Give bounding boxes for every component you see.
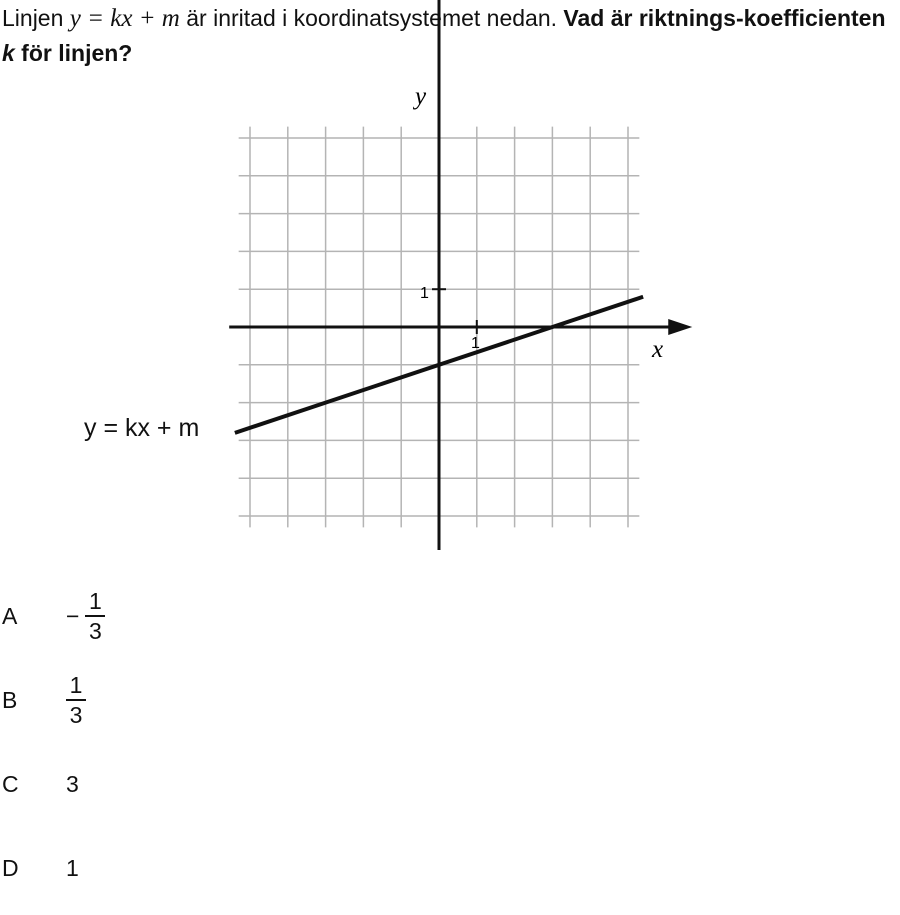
question-middle: är inritad i koordinatsystemet nedan.: [179, 5, 564, 31]
option-b[interactable]: [0, 672, 300, 732]
option-b-numerator: 1: [69, 672, 83, 698]
option-a-numerator: 1: [89, 588, 102, 614]
question-bold-var: k: [2, 40, 15, 66]
option-a-denominator: 3: [89, 618, 102, 644]
option-d[interactable]: [0, 855, 300, 915]
option-a-letter: A: [2, 603, 18, 629]
option-a-value: [66, 588, 105, 644]
option-c-value: 3: [66, 771, 79, 797]
question-bold-part1: Vad är riktnings-koefficienten: [563, 5, 886, 31]
option-a-sign: −: [66, 602, 80, 629]
option-a-fraction: [85, 588, 105, 644]
option-d-letter: D: [2, 855, 19, 881]
x-tick-label: 1: [471, 335, 480, 352]
y-tick-label: 1: [420, 285, 429, 302]
option-b-letter: B: [2, 687, 18, 713]
axes: [229, 0, 692, 550]
option-b-fraction: [66, 672, 86, 728]
option-c[interactable]: [0, 771, 300, 831]
x-axis-arrow: [668, 319, 692, 335]
option-b-denominator: 3: [69, 702, 83, 728]
fraction-bar: [66, 699, 86, 701]
y-axis-label: y: [415, 83, 427, 110]
question-prefix: Linjen: [2, 5, 70, 31]
x-axis-label: x: [652, 336, 664, 363]
question-bold-part2: för linjen?: [14, 40, 133, 66]
option-d-value: 1: [66, 855, 79, 881]
fraction-bar: [85, 615, 105, 617]
line-label: y = kx + m: [84, 414, 200, 442]
question-equation: y = kx + m: [69, 5, 180, 32]
option-b-value: [66, 672, 86, 728]
option-c-letter: C: [2, 771, 19, 797]
option-a[interactable]: [0, 588, 300, 648]
